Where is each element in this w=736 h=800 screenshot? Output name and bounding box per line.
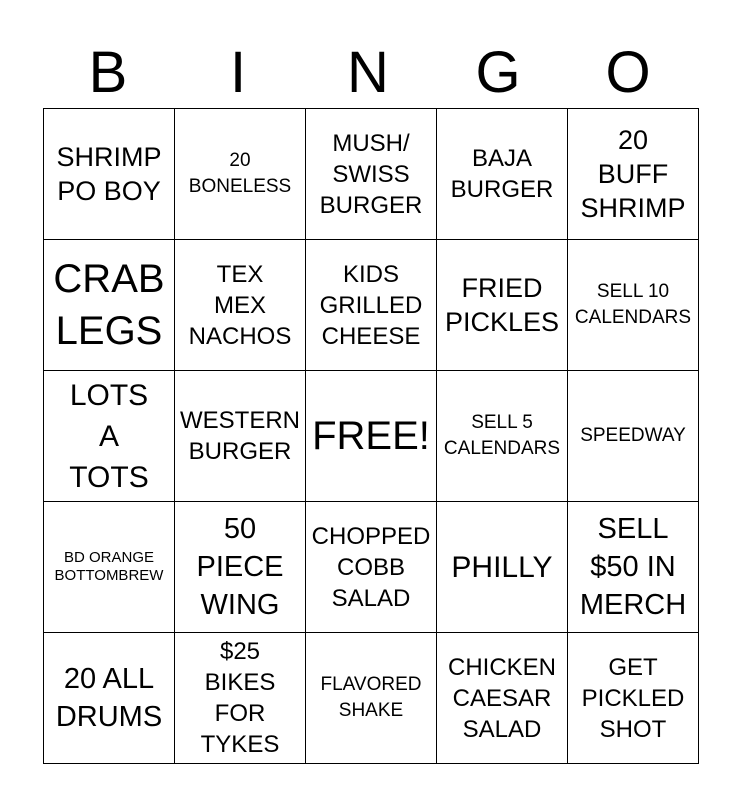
cell-label: GET PICKLED SHOT xyxy=(581,653,685,743)
bingo-cell[interactable] xyxy=(568,502,699,633)
bingo-cell[interactable] xyxy=(437,502,568,633)
bingo-cell[interactable] xyxy=(44,240,175,371)
cell-label: CHOPPED COBB SALAD xyxy=(311,522,431,612)
bingo-cell[interactable] xyxy=(437,109,568,240)
bingo-cell[interactable] xyxy=(44,371,175,502)
cell-label: MUSH/ SWISS BURGER xyxy=(319,129,423,219)
cell-label: CRAB LEGS xyxy=(53,257,165,353)
cell-label: KIDS GRILLED CHEESE xyxy=(319,260,423,350)
header-letter-b: B xyxy=(88,40,128,105)
board-row xyxy=(44,633,699,764)
bingo-cell[interactable] xyxy=(175,109,306,240)
cell-label: PHILLY xyxy=(451,550,553,584)
bingo-cell[interactable] xyxy=(437,371,568,502)
bingo-board xyxy=(43,108,699,764)
cell-label: $25 BIKES FOR TYKES xyxy=(200,638,280,758)
cell-label: 50 PIECE WING xyxy=(196,513,284,621)
board-row xyxy=(44,502,699,633)
free-space-cell[interactable] xyxy=(306,371,437,502)
cell-label: WESTERN BURGER xyxy=(180,407,300,465)
header-letter-o: O xyxy=(605,40,651,105)
bingo-cell[interactable] xyxy=(44,633,175,764)
cell-label: SHRIMP PO BOY xyxy=(56,142,162,206)
board-row xyxy=(44,240,699,371)
bingo-cell[interactable] xyxy=(568,109,699,240)
header-letter-g: G xyxy=(475,40,521,105)
board-row xyxy=(44,109,699,240)
bingo-header xyxy=(43,38,693,108)
cell-label: 20 BONELESS xyxy=(188,150,292,197)
cell-label: FRIED PICKLES xyxy=(444,273,560,337)
free-space-label: FREE! xyxy=(312,414,430,458)
bingo-cell[interactable] xyxy=(175,633,306,764)
cell-label: FLAVORED SHAKE xyxy=(320,674,422,721)
cell-label: SELL $50 IN MERCH xyxy=(579,513,687,621)
bingo-cell[interactable] xyxy=(306,109,437,240)
bingo-cell[interactable] xyxy=(306,240,437,371)
bingo-cell[interactable] xyxy=(306,633,437,764)
bingo-cell[interactable] xyxy=(175,371,306,502)
cell-label: SELL 5 CALENDARS xyxy=(443,412,561,459)
bingo-cell[interactable] xyxy=(568,240,699,371)
bingo-cell[interactable] xyxy=(175,502,306,633)
bingo-cell[interactable] xyxy=(568,371,699,502)
cell-label: SELL 10 CALENDARS xyxy=(574,281,692,328)
bingo-cell[interactable] xyxy=(437,633,568,764)
header-letter-i: I xyxy=(229,40,247,105)
board-row xyxy=(44,371,699,502)
cell-label: LOTS A TOTS xyxy=(69,378,149,494)
bingo-cell[interactable] xyxy=(568,633,699,764)
header-letter-n: N xyxy=(347,40,389,105)
cell-label: SPEEDWAY xyxy=(580,425,686,446)
cell-label: 20 ALL DRUMS xyxy=(55,663,163,733)
bingo-cell[interactable] xyxy=(175,240,306,371)
bingo-cell[interactable] xyxy=(306,502,437,633)
bingo-cell[interactable] xyxy=(437,240,568,371)
cell-label: BAJA BURGER xyxy=(450,145,554,203)
cell-label: CHICKEN CAESAR SALAD xyxy=(447,653,556,743)
bingo-cell[interactable] xyxy=(44,109,175,240)
cell-label: TEX MEX NACHOS xyxy=(188,260,292,350)
cell-label: BD ORANGE BOTTOMBREW xyxy=(54,549,164,584)
bingo-cell[interactable] xyxy=(44,502,175,633)
cell-label: 20 BUFF SHRIMP xyxy=(580,125,686,223)
